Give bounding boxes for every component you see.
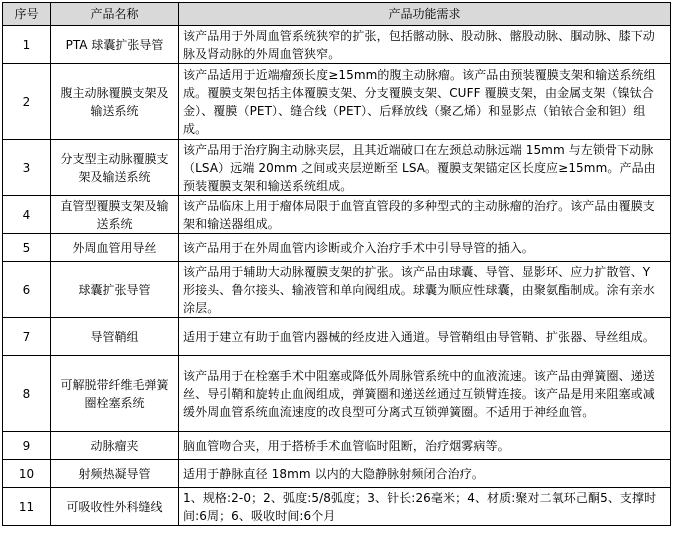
row-number: 1: [3, 26, 51, 64]
product-description: [179, 432, 671, 460]
product-name: [51, 460, 179, 488]
product-description: [179, 262, 671, 318]
product-name: [51, 140, 179, 196]
row-number: 11: [3, 488, 51, 526]
row-number: 4: [3, 196, 51, 234]
product-name-text: 直管型覆膜支架及输送系统: [60, 198, 169, 231]
table-row: [3, 234, 671, 262]
product-name: [51, 262, 179, 318]
row-number: 10: [3, 460, 51, 488]
table-row: [3, 432, 671, 460]
product-name-text: PTA 球囊扩张导管: [65, 37, 164, 52]
product-description-text: 该产品用于在外周血管内诊断或介入治疗手术中引导导管的插入。: [183, 240, 534, 255]
table-row: [3, 488, 671, 526]
product-name-text: 球囊扩张导管: [78, 282, 151, 297]
table-row: [3, 196, 671, 234]
row-number: 6: [3, 262, 51, 318]
table-row: [3, 140, 671, 196]
header-serial-number: 序号: [3, 3, 51, 26]
row-number: 9: [3, 432, 51, 460]
table-row: [3, 64, 671, 140]
product-description-text: 该产品用于外周血管系统狭窄的扩张，包括髂动脉、股动脉、髂股动脉、腘动脉、膝下动脉及肾动脉的外周血管狭窄。: [183, 28, 655, 61]
product-requirements-table: [2, 2, 671, 526]
product-name-text: 腹主动脉覆膜支架及输送系统: [60, 85, 169, 118]
product-description-text: 适用于静脉直径 18mm 以内的大隐静脉射频闭合治疗。: [183, 466, 484, 481]
table-header-row: [3, 3, 671, 26]
product-name: [51, 432, 179, 460]
product-description: [179, 460, 671, 488]
product-description-text: 脑血管吻合夹，用于搭桥手术血管临时阻断，治疗烟雾病等。: [183, 438, 510, 453]
product-name-text: 外周血管用导丝: [72, 240, 157, 255]
product-name: [51, 318, 179, 356]
row-number: 7: [3, 318, 51, 356]
product-description: [179, 140, 671, 196]
row-number: 5: [3, 234, 51, 262]
product-name-text: 动脉瘤夹: [90, 438, 139, 453]
row-number: 2: [3, 64, 51, 140]
product-name-text: 可解脱带纤维毛弹簧圈栓塞系统: [60, 377, 169, 410]
product-description: [179, 356, 671, 432]
product-name-text: 可吸收性外科缝线: [66, 499, 163, 514]
table-row: [3, 460, 671, 488]
product-name: [51, 234, 179, 262]
product-name-text: 射频热凝导管: [78, 466, 151, 481]
table-row: [3, 26, 671, 64]
row-number: 3: [3, 140, 51, 196]
table-row: [3, 262, 671, 318]
table-row: [3, 356, 671, 432]
product-name-text: 分支型主动脉覆膜支架及输送系统: [60, 151, 169, 184]
header-product-requirements: 产品功能需求: [179, 3, 671, 26]
product-name: [51, 64, 179, 140]
header-product-name: 产品名称: [51, 3, 179, 26]
product-description: [179, 26, 671, 64]
product-name: [51, 26, 179, 64]
product-name: [51, 488, 179, 526]
product-description-text: 该产品用于治疗胸主动脉夹层，且其近端破口在左颈总动脉远端 15mm 与左锁骨下动脉（LSA）远端 20mm 之间或夹层逆断至 LSA。覆膜支架锚定区长度应≥15mm。产品由预装覆膜支架和输送系统组成。: [183, 142, 656, 193]
row-number: 8: [3, 356, 51, 432]
product-description: [179, 64, 671, 140]
product-description-text: 该产品适用于近端瘤颈长度≥15mm的腹主动脉瘤。该产品由预装覆膜支架和输送系统组成。覆膜支架包括主体覆膜支架、分支覆膜支架、CUFF 覆膜支架，由金属支架（镍钛合金）、覆膜（PET）、缝合线（PET）、后释放线（聚乙烯）和显影点（铂铱合金和钽）组成。: [183, 67, 656, 136]
product-description: [179, 488, 671, 526]
product-description-text: 1、规格:2-0；2、弧度:5/8弧度；3、针长:26毫米；4、材质:聚对二氧环己酮5、支撑时间:6周；6、吸收时间:6个月: [183, 490, 657, 523]
product-name: [51, 196, 179, 234]
product-description-text: 适用于建立有助于血管内器械的经皮进入通道。导管鞘组由导管鞘、扩张器、导丝组成。: [183, 329, 655, 344]
product-description: [179, 318, 671, 356]
product-description-text: 该产品用于辅助大动脉覆膜支架的扩张。该产品由球囊、导管、显影环、应力扩散管、Y 形接头、鲁尔接头、输液管和单向阀组成。球囊为顺应性球囊，由聚氨酯制成。涂有亲水涂层。: [183, 264, 655, 315]
table-row: [3, 318, 671, 356]
product-name: [51, 356, 179, 432]
product-requirements-table-container: [2, 2, 670, 526]
product-name-text: 导管鞘组: [90, 329, 139, 344]
product-description-text: 该产品临床上用于瘤体局限于血管直管段的多种型式的主动脉瘤的治疗。该产品由覆膜支架和输送器组成。: [183, 198, 655, 231]
product-description-text: 该产品用于在栓塞手术中阻塞或降低外周脉管系统中的血液流速。该产品由弹簧圈、递送丝、导引鞘和旋转止血阀组成，弹簧圈和递送丝通过互锁臂连接。该产品是用来阻塞或减缓外周血管系统血流速度的改良型可分离式互锁弹簧圈。不适用于神经血管。: [183, 368, 655, 419]
product-description: [179, 196, 671, 234]
product-description: [179, 234, 671, 262]
